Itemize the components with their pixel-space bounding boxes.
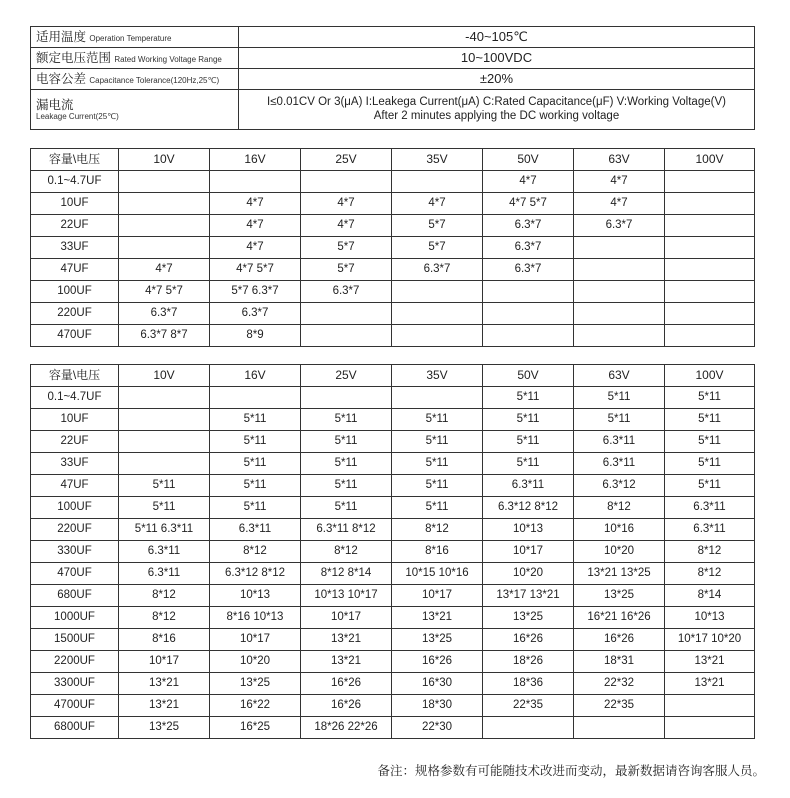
size-cell: 10*13 10*17 — [301, 585, 392, 607]
size-cell: 8*12 — [392, 519, 483, 541]
size-cell: 16*21 16*26 — [574, 607, 665, 629]
size-cell: 13*21 — [119, 673, 210, 695]
spec-row-leakage — [31, 90, 755, 130]
size-cell — [483, 325, 574, 347]
size-cell: 5*11 — [301, 497, 392, 519]
size-cell: 16*26 — [574, 629, 665, 651]
size-cell: 8*12 — [119, 607, 210, 629]
row-label-capacitance: 220UF — [31, 519, 119, 541]
size-cell: 6.3*11 — [574, 453, 665, 475]
footer-note: 备注：规格参数有可能随技术改进而变动，最新数据请咨询客服人员。 — [377, 764, 765, 778]
size-cell: 10*17 — [119, 651, 210, 673]
size-cell: 10*17 — [392, 585, 483, 607]
size-cell: 8*16 — [119, 629, 210, 651]
row-label-capacitance: 33UF — [31, 237, 119, 259]
size-cell — [483, 303, 574, 325]
size-cell — [665, 193, 755, 215]
size-cell — [119, 237, 210, 259]
spec-row-temperature — [31, 27, 755, 48]
table-row — [31, 259, 755, 281]
row-label-capacitance: 0.1~4.7UF — [31, 387, 119, 409]
size-cell: 4*7 — [574, 171, 665, 193]
voltage-label — [31, 48, 239, 69]
temperature-value: -40~105℃ — [239, 27, 755, 48]
size-cell — [665, 325, 755, 347]
header-cell-voltage: 63V — [574, 365, 665, 387]
size-cell: 10*15 10*16 — [392, 563, 483, 585]
size-cell: 8*12 — [210, 541, 301, 563]
size-table-small — [30, 148, 755, 347]
size-cell — [665, 717, 755, 739]
size-cell: 13*21 — [392, 607, 483, 629]
size-cell: 22*35 — [574, 695, 665, 717]
size-cell: 6.3*7 — [483, 215, 574, 237]
size-cell: 16*26 — [301, 673, 392, 695]
size-cell: 5*11 — [665, 409, 755, 431]
size-cell: 6.3*7 — [301, 281, 392, 303]
size-cell — [210, 171, 301, 193]
size-cell: 6.3*7 — [119, 303, 210, 325]
size-cell: 8*12 — [574, 497, 665, 519]
size-cell: 10*20 — [574, 541, 665, 563]
row-label-capacitance: 100UF — [31, 281, 119, 303]
size-cell: 4*7 5*7 — [210, 259, 301, 281]
size-cell: 8*16 10*13 — [210, 607, 301, 629]
size-cell — [119, 215, 210, 237]
size-cell — [119, 409, 210, 431]
size-cell: 8*14 — [665, 585, 755, 607]
size-cell: 5*11 — [392, 453, 483, 475]
size-cell — [665, 259, 755, 281]
size-cell: 8*12 — [665, 563, 755, 585]
table-row — [31, 193, 755, 215]
size-cell — [574, 259, 665, 281]
size-cell: 6.3*12 — [574, 475, 665, 497]
row-label-capacitance: 33UF — [31, 453, 119, 475]
table-row — [31, 563, 755, 585]
size-cell: 10*13 — [210, 585, 301, 607]
size-cell: 10*13 — [665, 607, 755, 629]
size-cell: 6.3*11 — [483, 475, 574, 497]
size-cell: 6.3*11 — [665, 519, 755, 541]
row-label-capacitance: 10UF — [31, 409, 119, 431]
temperature-label-en: Operation Temperature — [89, 33, 172, 43]
size-cell: 13*25 — [392, 629, 483, 651]
size-cell: 5*11 — [210, 497, 301, 519]
size-cell: 18*26 22*26 — [301, 717, 392, 739]
size-cell: 5*11 — [392, 475, 483, 497]
table-row — [31, 409, 755, 431]
size-cell: 10*17 10*20 — [665, 629, 755, 651]
size-cell — [392, 281, 483, 303]
row-label-capacitance: 3300UF — [31, 673, 119, 695]
size-cell: 8*12 — [665, 541, 755, 563]
size-cell: 16*30 — [392, 673, 483, 695]
size-cell: 4*7 — [210, 237, 301, 259]
header-cell-voltage: 25V — [301, 365, 392, 387]
leakage-label-en: Leakage Current(25℃) — [36, 112, 119, 122]
header-cell-capacity-voltage: 容量\电压 — [31, 149, 119, 171]
size-cell: 4*7 — [210, 215, 301, 237]
table-row — [31, 695, 755, 717]
size-cell — [574, 237, 665, 259]
size-cell: 5*11 — [483, 453, 574, 475]
size-cell — [119, 453, 210, 475]
size-cell: 6.3*11 — [210, 519, 301, 541]
header-cell-voltage: 100V — [665, 149, 755, 171]
size-cell: 5*11 — [301, 453, 392, 475]
size-cell: 22*30 — [392, 717, 483, 739]
size-cell — [301, 303, 392, 325]
size-cell: 5*11 — [119, 475, 210, 497]
size-cell — [119, 171, 210, 193]
size-cell — [119, 431, 210, 453]
row-label-capacitance: 6800UF — [31, 717, 119, 739]
header-cell-voltage: 63V — [574, 149, 665, 171]
size-cell: 5*11 — [483, 387, 574, 409]
size-cell: 10*16 — [574, 519, 665, 541]
row-label-capacitance: 22UF — [31, 431, 119, 453]
row-label-capacitance: 100UF — [31, 497, 119, 519]
size-cell: 18*36 — [483, 673, 574, 695]
header-cell-voltage: 50V — [483, 149, 574, 171]
header-cell-voltage: 10V — [119, 149, 210, 171]
header-cell-capacity-voltage: 容量\电压 — [31, 365, 119, 387]
size-cell: 8*12 8*14 — [301, 563, 392, 585]
size-cell: 6.3*12 8*12 — [483, 497, 574, 519]
size-table-large — [30, 364, 755, 739]
size-cell — [119, 387, 210, 409]
size-cell: 13*21 — [119, 695, 210, 717]
leakage-label-zh: 漏电流 — [36, 97, 74, 112]
size-cell: 6.3*7 — [483, 259, 574, 281]
leakage-value — [239, 90, 755, 130]
table-row — [31, 629, 755, 651]
spec-table — [30, 26, 755, 130]
row-label-capacitance: 220UF — [31, 303, 119, 325]
size-cell: 13*21 — [301, 629, 392, 651]
size-cell: 5*11 — [665, 387, 755, 409]
size-cell — [392, 303, 483, 325]
table-row — [31, 585, 755, 607]
spec-row-tolerance — [31, 69, 755, 90]
size-cell: 5*7 — [392, 237, 483, 259]
size-cell: 13*21 — [665, 651, 755, 673]
table-row — [31, 281, 755, 303]
voltage-value: 10~100VDC — [239, 48, 755, 69]
size-cell: 6.3*7 — [483, 237, 574, 259]
size-cell: 8*9 — [210, 325, 301, 347]
header-cell-voltage: 16V — [210, 365, 301, 387]
row-label-capacitance: 470UF — [31, 563, 119, 585]
size-cell: 13*17 13*21 — [483, 585, 574, 607]
header-cell-voltage: 35V — [392, 149, 483, 171]
size-cell: 10*20 — [210, 651, 301, 673]
size-cell: 5*11 — [210, 475, 301, 497]
size-cell: 6.3*12 8*12 — [210, 563, 301, 585]
header-cell-voltage: 25V — [301, 149, 392, 171]
size-cell: 13*21 — [301, 651, 392, 673]
tolerance-label-zh: 电容公差 — [36, 71, 87, 86]
size-cell: 16*26 — [483, 629, 574, 651]
size-cell: 5*11 — [392, 409, 483, 431]
row-label-capacitance: 22UF — [31, 215, 119, 237]
size-cell: 4*7 — [210, 193, 301, 215]
size-cell: 5*7 — [301, 259, 392, 281]
leakage-formula: I≤0.01CV Or 3(μA) I:Leakega Current(μA) C:Rated Capacitance(μF) V:Working Voltage(V) — [267, 96, 726, 109]
voltage-label-en: Rated Working Voltage Range — [114, 54, 222, 64]
size-cell: 5*11 — [483, 409, 574, 431]
size-cell: 4*7 — [119, 259, 210, 281]
spec-row-voltage — [31, 48, 755, 69]
size-cell: 6.3*11 — [574, 431, 665, 453]
table-row — [31, 431, 755, 453]
size-cell: 4*7 — [301, 193, 392, 215]
size-cell: 10*17 — [301, 607, 392, 629]
table-row — [31, 303, 755, 325]
size-cell: 4*7 — [301, 215, 392, 237]
header-row — [31, 149, 755, 171]
table-row — [31, 717, 755, 739]
size-cell: 5*11 — [210, 409, 301, 431]
size-cell: 5*11 — [301, 431, 392, 453]
table-row — [31, 541, 755, 563]
row-label-capacitance: 47UF — [31, 475, 119, 497]
size-cell: 13*21 13*25 — [574, 563, 665, 585]
size-cell — [301, 387, 392, 409]
row-label-capacitance: 330UF — [31, 541, 119, 563]
size-cell — [665, 215, 755, 237]
size-cell — [392, 387, 483, 409]
size-cell: 6.3*11 — [119, 563, 210, 585]
row-label-capacitance: 1500UF — [31, 629, 119, 651]
table-row — [31, 519, 755, 541]
size-cell — [483, 281, 574, 303]
size-cell — [665, 171, 755, 193]
size-cell: 4*7 5*7 — [483, 193, 574, 215]
tolerance-label — [31, 69, 239, 90]
table-row — [31, 497, 755, 519]
header-cell-voltage: 10V — [119, 365, 210, 387]
table-row — [31, 215, 755, 237]
size-cell: 5*11 — [483, 431, 574, 453]
table-row — [31, 453, 755, 475]
size-cell: 6.3*11 — [665, 497, 755, 519]
size-cell: 8*16 — [392, 541, 483, 563]
size-cell: 5*11 — [392, 431, 483, 453]
leakage-condition: After 2 minutes applying the DC working voltage — [373, 109, 620, 122]
table-row — [31, 171, 755, 193]
header-cell-voltage: 50V — [483, 365, 574, 387]
row-label-capacitance: 4700UF — [31, 695, 119, 717]
size-cell — [392, 171, 483, 193]
size-cell: 5*11 — [210, 453, 301, 475]
leakage-label — [31, 90, 239, 130]
row-label-capacitance: 680UF — [31, 585, 119, 607]
size-cell: 18*30 — [392, 695, 483, 717]
size-cell: 8*12 — [301, 541, 392, 563]
row-label-capacitance: 1000UF — [31, 607, 119, 629]
size-cell: 4*7 5*7 — [119, 281, 210, 303]
size-cell: 8*12 — [119, 585, 210, 607]
temperature-label — [31, 27, 239, 48]
table-row — [31, 325, 755, 347]
size-cell: 5*11 — [665, 431, 755, 453]
table-row — [31, 607, 755, 629]
row-label-capacitance: 470UF — [31, 325, 119, 347]
size-cell: 16*26 — [301, 695, 392, 717]
size-cell: 13*25 — [574, 585, 665, 607]
size-cell: 6.3*11 — [119, 541, 210, 563]
tolerance-value: ±20% — [239, 69, 755, 90]
size-cell — [574, 281, 665, 303]
table-row — [31, 237, 755, 259]
size-cell: 4*7 — [574, 193, 665, 215]
size-cell: 5*7 — [392, 215, 483, 237]
size-cell: 5*11 — [392, 497, 483, 519]
table-row — [31, 475, 755, 497]
size-cell — [301, 171, 392, 193]
header-cell-voltage: 16V — [210, 149, 301, 171]
size-cell: 10*17 — [210, 629, 301, 651]
size-cell: 6.3*7 — [574, 215, 665, 237]
size-cell: 5*7 — [301, 237, 392, 259]
size-cell: 22*32 — [574, 673, 665, 695]
voltage-label-zh: 额定电压范围 — [36, 50, 112, 65]
size-cell: 13*25 — [119, 717, 210, 739]
size-cell: 10*17 — [483, 541, 574, 563]
size-cell: 16*26 — [392, 651, 483, 673]
size-cell: 18*31 — [574, 651, 665, 673]
size-cell — [665, 281, 755, 303]
size-cell: 5*11 — [301, 475, 392, 497]
size-cell: 13*21 — [665, 673, 755, 695]
table-row — [31, 651, 755, 673]
size-cell — [574, 303, 665, 325]
size-cell — [574, 717, 665, 739]
size-cell: 16*22 — [210, 695, 301, 717]
size-cell — [301, 325, 392, 347]
temperature-label-zh: 适用温度 — [36, 29, 87, 44]
size-cell: 5*11 — [210, 431, 301, 453]
size-cell: 5*11 — [665, 475, 755, 497]
size-cell: 13*25 — [210, 673, 301, 695]
size-cell: 5*11 — [119, 497, 210, 519]
row-label-capacitance: 10UF — [31, 193, 119, 215]
row-label-capacitance: 47UF — [31, 259, 119, 281]
row-label-capacitance: 2200UF — [31, 651, 119, 673]
size-cell: 6.3*7 — [392, 259, 483, 281]
size-cell: 13*25 — [483, 607, 574, 629]
size-cell: 18*26 — [483, 651, 574, 673]
row-label-capacitance: 0.1~4.7UF — [31, 171, 119, 193]
size-cell: 5*11 — [574, 387, 665, 409]
size-cell: 10*13 — [483, 519, 574, 541]
size-cell: 5*11 — [301, 409, 392, 431]
table-row — [31, 387, 755, 409]
size-cell — [392, 325, 483, 347]
size-cell: 6.3*11 8*12 — [301, 519, 392, 541]
table-row — [31, 673, 755, 695]
size-cell — [665, 695, 755, 717]
size-cell: 5*11 — [665, 453, 755, 475]
size-cell — [119, 193, 210, 215]
size-cell: 6.3*7 — [210, 303, 301, 325]
size-cell: 4*7 — [392, 193, 483, 215]
size-cell — [574, 325, 665, 347]
size-cell — [210, 387, 301, 409]
size-cell: 5*11 6.3*11 — [119, 519, 210, 541]
size-cell — [665, 303, 755, 325]
size-cell: 5*11 — [574, 409, 665, 431]
size-cell: 22*35 — [483, 695, 574, 717]
header-cell-voltage: 100V — [665, 365, 755, 387]
tolerance-label-en: Capacitance Tolerance(120Hz,25℃) — [89, 75, 220, 85]
size-cell: 10*20 — [483, 563, 574, 585]
size-cell — [483, 717, 574, 739]
size-cell: 6.3*7 8*7 — [119, 325, 210, 347]
header-row — [31, 365, 755, 387]
size-cell — [665, 237, 755, 259]
size-cell: 5*7 6.3*7 — [210, 281, 301, 303]
size-cell: 4*7 — [483, 171, 574, 193]
header-cell-voltage: 35V — [392, 365, 483, 387]
size-cell: 16*25 — [210, 717, 301, 739]
